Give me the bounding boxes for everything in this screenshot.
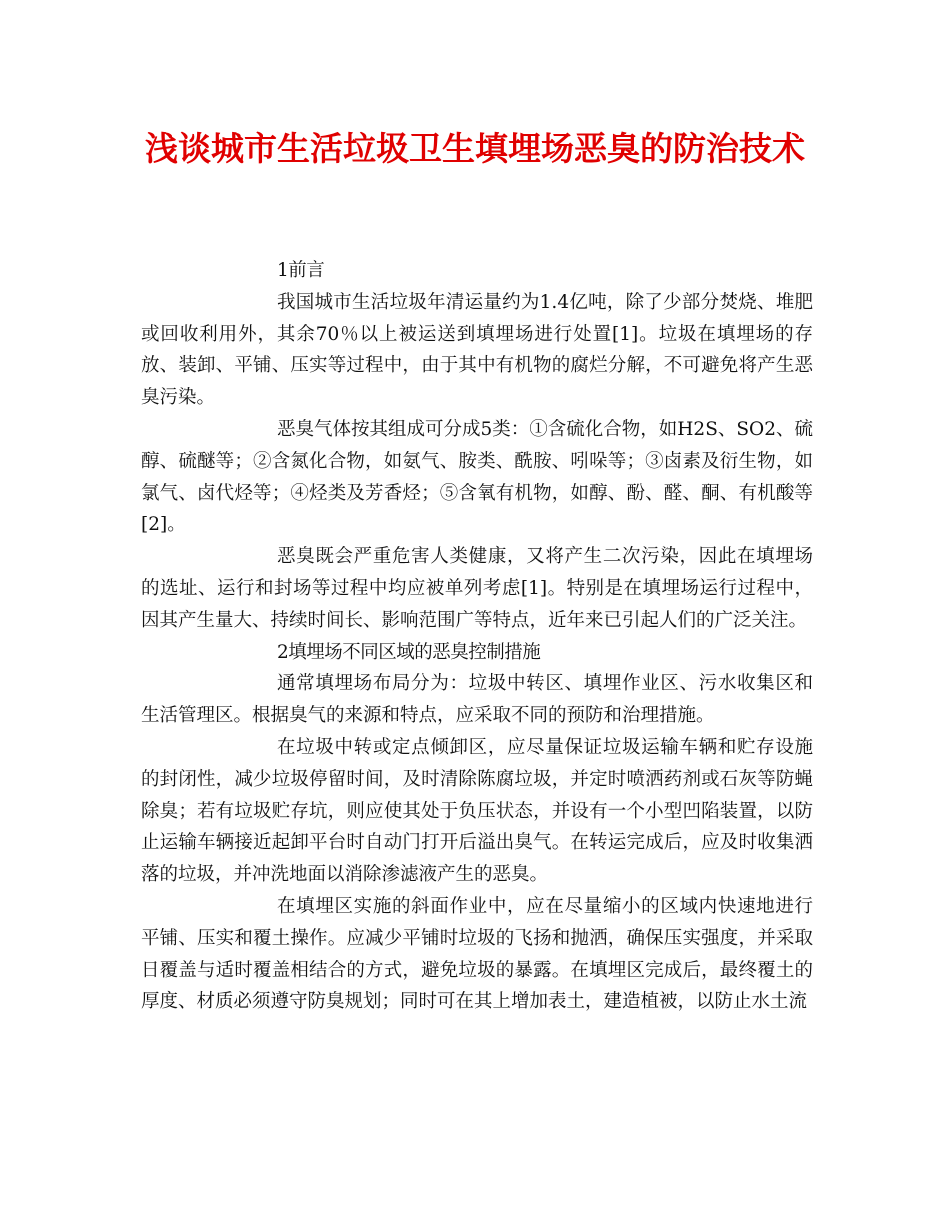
paragraph: 在填埋区实施的斜面作业中，应在尽量缩小的区域内快速地进行平铺、压实和覆土操作。应减少平铺时垃圾的飞扬和抛洒，确保压实强度，并采取日覆盖与适时覆盖相结合的方式，避免垃圾的暴露。在填埋区完成后，最终覆土的厚度、材质必须遵守防臭规划；同时可在其上增加表土，建造植被，以防止水土流 <box>141 895 813 1013</box>
paragraph: 通常填埋场布局分为：垃圾中转区、填埋作业区、污水收集区和生活管理区。根据臭气的来源和特点，应采取不同的预防和治理措施。 <box>141 673 813 727</box>
paragraph: 恶臭气体按其组成可分成5类：①含硫化合物，如H2S、SO2、硫醇、硫醚等；②含氮化合物，如氨气、胺类、酰胺、吲哚等；③卤素及衍生物，如氯气、卤代烃等；④烃类及芳香烃；⑤含氧有机物，如醇、酚、醛、酮、有机酸等[2]。 <box>141 418 813 536</box>
paragraph: 在垃圾中转或定点倾卸区，应尽量保证垃圾运输车辆和贮存设施的封闭性，减少垃圾停留时间，及时清除陈腐垃圾，并定时喷洒药剂或石灰等防蝇除臭；若有垃圾贮存坑，则应使其处于负压状态，并设有一个小型凹陷装置，以防止运输车辆接近起卸平台时自动门打开后溢出臭气。在转运完成后，应及时收集洒落的垃圾，并冲洗地面以消除渗滤液产生的恶臭。 <box>141 736 813 886</box>
section-heading-odor-control: 2填埋场不同区域的恶臭控制措施 <box>277 641 541 663</box>
document-title: 浅谈城市生活垃圾卫生填埋场恶臭的防治技术 <box>145 129 805 168</box>
paragraph: 恶臭既会严重危害人类健康，又将产生二次污染，因此在填埋场的选址、运行和封场等过程中均应被单列考虑[1]。特别是在填埋场运行过程中，因其产生量大、持续时间长、影响范围广等特点，近年来已引起人们的广泛关注。 <box>141 546 813 631</box>
paragraph: 我国城市生活垃圾年清运量约为1.4亿吨，除了少部分焚烧、堆肥或回收利用外，其余70％以上被运送到填埋场进行处置[1]。垃圾在填埋场的存放、装卸、平铺、压实等过程中，由于其中有机物的腐烂分解，不可避免将产生恶臭污染。 <box>141 291 813 409</box>
section-heading-preface: 1前言 <box>277 260 325 281</box>
document-body <box>141 255 813 1018</box>
